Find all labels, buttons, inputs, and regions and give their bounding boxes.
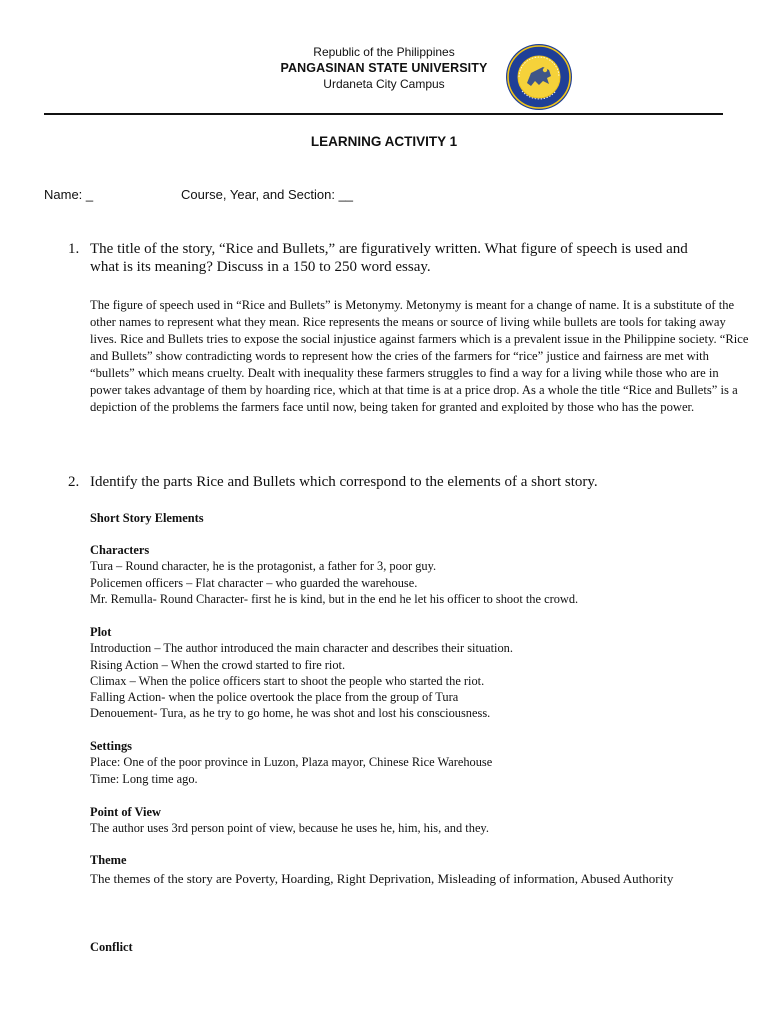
question-1: [68, 240, 708, 276]
university-seal-icon: [505, 43, 573, 111]
question-text: Identify the parts Rice and Bullets which correspond to the elements of a short story.: [90, 474, 598, 490]
elements-heading: Short Story Elements: [90, 511, 204, 525]
conflict-heading: Conflict: [90, 940, 133, 954]
plot-heading: Plot: [90, 625, 112, 639]
list-item: Rising Action – When the crowd started to fire riot.: [90, 657, 346, 672]
elements-heading-block: [90, 510, 730, 526]
course-value: __: [338, 187, 354, 202]
university-name: PANGASINAN STATE UNIVERSITY: [280, 61, 488, 75]
question-2: [68, 473, 708, 491]
settings-section: [90, 738, 730, 787]
pov-heading: Point of View: [90, 805, 161, 819]
essay-answer: [90, 297, 750, 416]
characters-section: [90, 542, 730, 607]
list-item: The themes of the story are Poverty, Hoarding, Right Deprivation, Misleading of information, Abused Authority: [90, 871, 674, 887]
name-value: _: [85, 187, 94, 202]
list-item: The author uses 3rd person point of view, because he uses he, him, his, and they.: [90, 821, 489, 836]
list-item: Denouement- Tura, as he try to go home, he was shot and lost his consciousness.: [90, 706, 491, 721]
question-number: 1.: [68, 241, 80, 257]
essay-paragraph: The figure of speech used in “Rice and Bullets” is Metonymy. Metonymy is meant for a change of name. It is a substitute of the other names to represent what they mean. Rice represents the means or source of living while bullets are tools for taking away lives. Rice and Bullets tries to expose the social injustice against farmers which is a prevalent issue in the Philippine society. “Rice and Bullets” show contradicting words to represent how the cries of the farmers for “rice” justice and fairness are met with “bullets” which means cruelty. Dealt with inequality these farmers struggles to find a way for a living while those who are in power takes advantage of them by hoarding rice, which at that time is at a price drop. As a whole the title “Rice and Bullets” is a depiction of the problems the farmers face until now, being taken for granted and exploited by those who has the power.: [90, 298, 749, 414]
campus-line: Urdaneta City Campus: [323, 77, 445, 91]
list-item: Introduction – The author introduced the main character and describes their situation.: [90, 641, 513, 656]
list-item: Place: One of the poor province in Luzon, Plaza mayor, Chinese Rice Warehouse: [90, 755, 493, 770]
course-label: Course, Year, and Section:: [181, 187, 335, 202]
letterhead: [0, 44, 768, 92]
list-item: Tura – Round character, he is the protagonist, a father for 3, poor guy.: [90, 559, 437, 574]
page-title: LEARNING ACTIVITY 1: [310, 134, 458, 149]
theme-section: [90, 852, 730, 888]
settings-heading: Settings: [90, 739, 132, 753]
list-item: Time: Long time ago.: [90, 771, 198, 786]
country-line: Republic of the Philippines: [313, 45, 455, 59]
list-item: Policemen officers – Flat character – who guarded the warehouse.: [90, 575, 418, 590]
conflict-section: [90, 939, 730, 955]
list-item: Mr. Remulla- Round Character- first he is kind, but in the end he let his officer to shoot the crowd.: [90, 591, 579, 606]
characters-heading: Characters: [90, 543, 150, 557]
list-item: Falling Action- when the police overtook the place from the group of Tura: [90, 690, 459, 705]
student-info-row: [44, 187, 354, 202]
question-number: 2.: [68, 474, 80, 490]
header-divider: [44, 113, 723, 115]
plot-section: [90, 624, 730, 722]
list-item: Climax – When the police officers start to shoot the people who started the riot.: [90, 673, 485, 688]
theme-heading: Theme: [90, 853, 127, 867]
question-text: The title of the story, “Rice and Bullets,” are figuratively written. What figure of speech is used and what is its meaning? Discuss in a 150 to 250 word essay.: [90, 241, 688, 275]
point-of-view-section: [90, 804, 730, 837]
name-label: Name:: [44, 187, 83, 202]
course-field: [181, 187, 353, 202]
